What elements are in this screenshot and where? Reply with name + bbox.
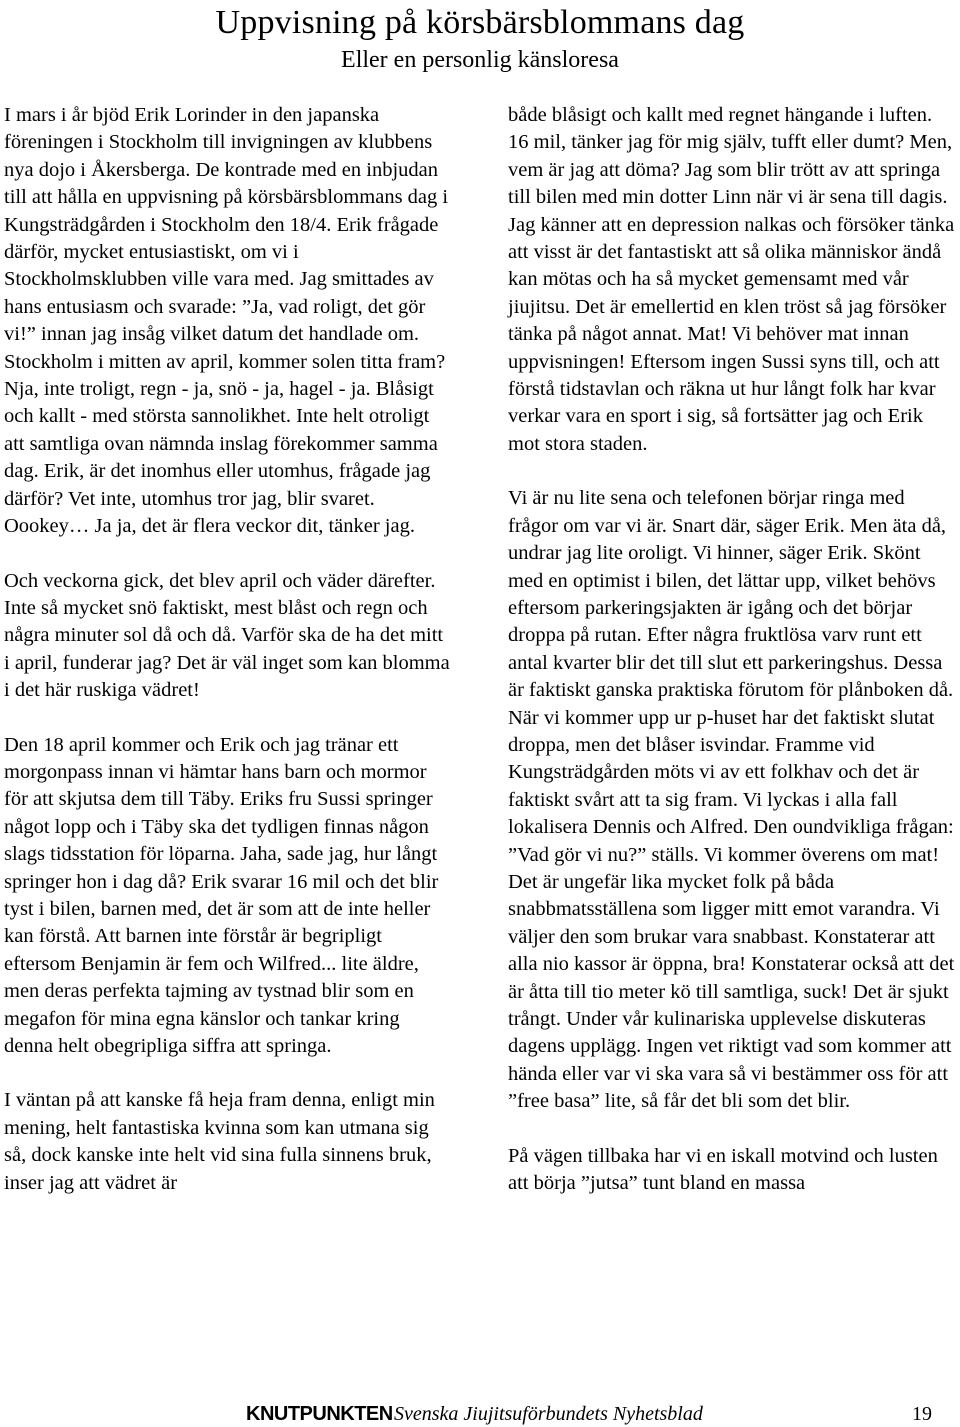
paragraph: Vi är nu lite sena och telefonen börjar ringa med frågor om var vi är. Snart där, säger Erik. Men äta då, undrar jag lite oroligt. Vi hinner, säger Erik. Skönt med en optimist i bilen, det lättar upp, vilket behövs eftersom parkeringsjakten är igång och det börjar droppa på rutan. Efter några fruktlösa varv runt ett antal kvarter blir det till slut ett parkeringshus. Dessa är faktiskt ganska praktiska förutom för plånboken då. När vi kommer upp ur p-huset har det faktiskt slutat droppa, men det blåser isvindar. Framme vid Kungsträdgården möts vi av ett folkhav och det är faktiskt svårt att ta sig fram. Vi lyckas i alla fall lokalisera Dennis och Alfred. Den oundvikliga frågan: ”Vad gör vi nu?” ställs. Vi kommer överens om mat! Det är ungefär lika mycket folk på båda snabbmatsställena som ligger mitt emot varandra. Vi väljer den som brukar vara snabbast. Konstaterar att alla nio kassor är öppna, bra! Konstaterar också att det är åtta till tio meter kö till samtliga, suck! Det är sjukt trångt. Under vår kulinariska upplevelse diskuteras dagens upplägg. Ingen vet riktigt vad som kommer att hända eller var vi ska vara så vi bestämmer oss för att ”free basa” lite, så får det bli som det blir.: [508, 487, 955, 1113]
paragraph: både blåsigt och kallt med regnet hängande i luften. 16 mil, tänker jag för mig själv, tufft eller dumt? Men, vem är jag att döma? Jag som blir trött av att springa till bilen med min dotter Linn när vi är sena till dagis. Jag känner att en depression nalkas och försöker tänka att visst är det fantastiskt att så olika människor ändå kan mötas och ha så mycket gemensamt med vår jiujitsu. Det är emellertid en klen tröst så jag försöker tänka på något annat. Mat! Vi behöver mat innan uppvisningen! Eftersom ingen Sussi syns till, och att förstå tidstavlan och räkna ut hur långt folk har kvar verkar vara en sport i sig, så fortsätter jag och Erik mot stora staden.: [508, 104, 955, 455]
paragraph: På vägen tillbaka har vi en iskall motvind och lusten att börja ”jutsa” tunt bland en massa: [508, 1144, 938, 1195]
left-column: [4, 102, 452, 1197]
article-title: Uppvisning på körsbärsblommans dag: [215, 4, 745, 41]
right-column: [508, 102, 956, 1197]
article-subtitle: Eller en personlig känsloresa: [341, 47, 619, 73]
page-footer: [0, 1400, 960, 1427]
brand-logo-text: KNUTPUNKTEN: [246, 1403, 393, 1425]
page-number: 19: [912, 1403, 932, 1425]
article-header: [0, 0, 960, 74]
paragraph: I väntan på att kanske få heja fram denna, enligt min mening, helt fantastiska kvinna som kan utmana sig så, dock kanske inte helt vid sina fulla sinnens bruk, inser jag att vädret är: [4, 1089, 435, 1194]
paragraph: Den 18 april kommer och Erik och jag tränar ett morgonpass innan vi hämtar hans barn och mormor för att skjutsa dem till Täby. Eriks fru Sussi springer något lopp och i Täby ska det tydligen finnas någon slags tidsstation för löparna. Jaha, sade jag, hur långt springer hon i dag då? Erik svarar 16 mil och det blir tyst i bilen, barnen med, det är som att de inte heller kan förstå. Att barnen inte förstår är begripligt eftersom Benjamin är fem och Wilfred... lite äldre, men deras perfekta tajming av tystnad blir som en megafon för mina egna känslor och tankar kring denna helt obegripliga siffra att springa.: [4, 733, 439, 1057]
newsletter-name: Svenska Jiujitsuförbundets Nyhetsblad: [394, 1403, 703, 1425]
paragraph: I mars i år bjöd Erik Lorinder in den japanska föreningen i Stockholm till invigningen av klubbens nya dojo i Åkersberga. De kontrade med en inbjudan till att hålla en uppvisning på körsbärsblommans dag i Kungsträdgården i Stockholm den 18/4. Erik frågade därför, mycket entusiastiskt, om vi i Stockholmsklubben ville vara med. Jag smittades av hans entusiasm och svarade: ”Ja, vad roligt, det gör vi!” innan jag insåg vilket datum det handlade om. Stockholm i mitten av april, kommer solen titta fram? Nja, inte troligt, regn - ja, snö - ja, hagel - ja. Blåsigt och kallt - med största sannolikhet. Inte helt otroligt att samtliga ovan nämnda inslag förekommer samma dag. Erik, är det inomhus eller utomhus, frågade jag därför? Vet inte, utomhus tror jag, blir svaret. Oookey… Ja ja, det är flera veckor dit, tänker jag.: [4, 104, 449, 538]
paragraph: Och veckorna gick, det blev april och väder därefter. Inte så mycket snö faktiskt, mest blåst och regn och några minuter sol då och då. Varför ska de ha det mitt i april, funderar jag? Det är väl inget som kan blomma i det här ruskiga vädret!: [4, 569, 450, 702]
